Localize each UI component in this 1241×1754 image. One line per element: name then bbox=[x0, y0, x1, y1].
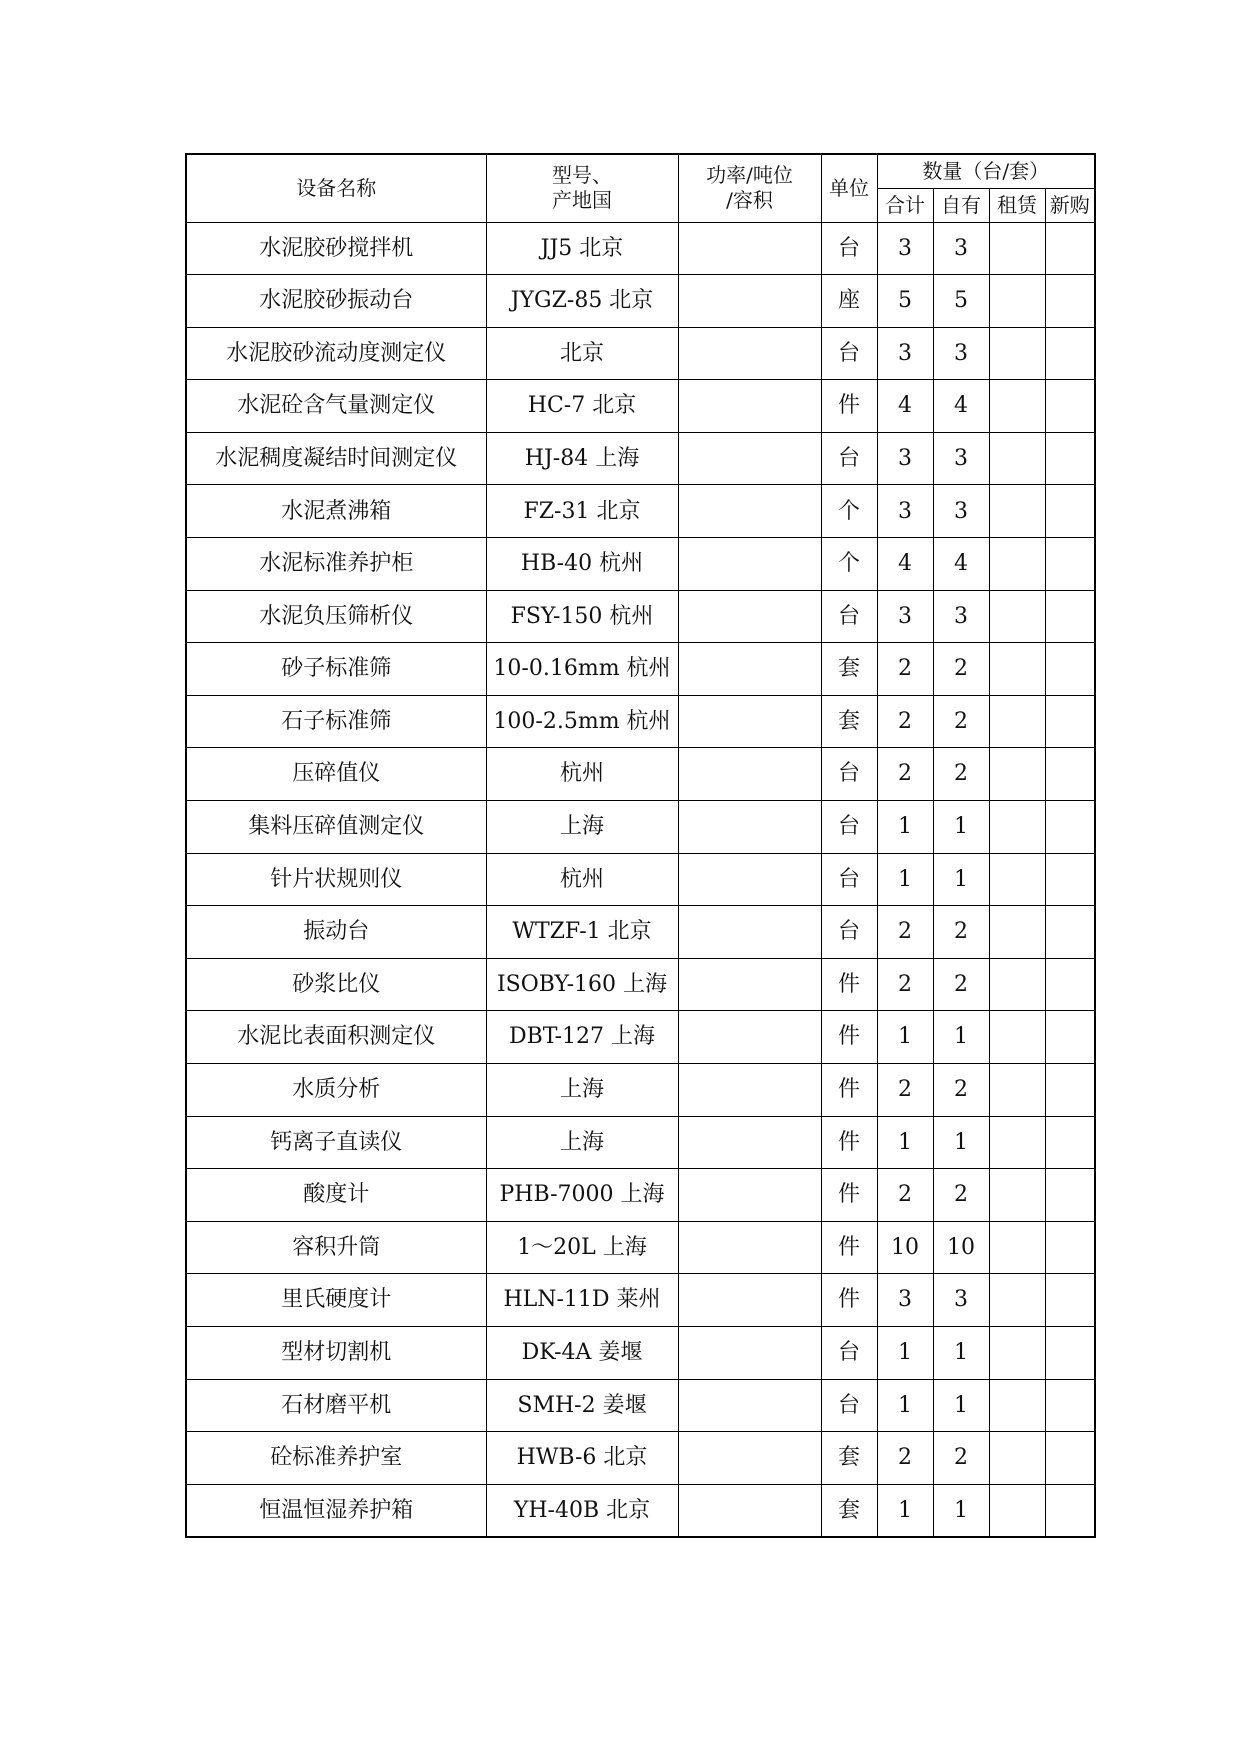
cell-name: 型材切割机 bbox=[186, 1326, 486, 1379]
cell-total: 1 bbox=[877, 1011, 933, 1064]
cell-leased bbox=[989, 380, 1045, 433]
cell-power bbox=[678, 222, 821, 275]
cell-power bbox=[678, 1432, 821, 1485]
table-row bbox=[186, 1116, 1095, 1169]
cell-power bbox=[678, 327, 821, 380]
table-row bbox=[186, 695, 1095, 748]
cell-total: 2 bbox=[877, 1432, 933, 1485]
cell-unit: 座 bbox=[821, 275, 877, 328]
cell-owned: 3 bbox=[933, 432, 989, 485]
cell-total: 1 bbox=[877, 1326, 933, 1379]
table-row bbox=[186, 958, 1095, 1011]
cell-leased bbox=[989, 643, 1045, 696]
cell-name: 容积升筒 bbox=[186, 1221, 486, 1274]
cell-name: 砂浆比仪 bbox=[186, 958, 486, 1011]
table-row bbox=[186, 801, 1095, 854]
cell-owned: 10 bbox=[933, 1221, 989, 1274]
cell-model: JYGZ-85 北京 bbox=[486, 275, 678, 328]
cell-new bbox=[1045, 643, 1095, 696]
header-equipment-name: 设备名称 bbox=[186, 154, 486, 222]
cell-model: HWB-6 北京 bbox=[486, 1432, 678, 1485]
cell-new bbox=[1045, 485, 1095, 538]
cell-model: FZ-31 北京 bbox=[486, 485, 678, 538]
cell-name: 石子标准筛 bbox=[186, 695, 486, 748]
cell-total: 3 bbox=[877, 485, 933, 538]
cell-unit: 台 bbox=[821, 590, 877, 643]
cell-total: 1 bbox=[877, 853, 933, 906]
cell-model: 上海 bbox=[486, 1064, 678, 1117]
cell-unit: 台 bbox=[821, 432, 877, 485]
cell-new bbox=[1045, 275, 1095, 328]
cell-leased bbox=[989, 1116, 1045, 1169]
cell-new bbox=[1045, 1221, 1095, 1274]
cell-power bbox=[678, 748, 821, 801]
cell-name: 砼标准养护室 bbox=[186, 1432, 486, 1485]
cell-model: 杭州 bbox=[486, 853, 678, 906]
cell-leased bbox=[989, 958, 1045, 1011]
cell-unit: 件 bbox=[821, 1221, 877, 1274]
cell-model: 北京 bbox=[486, 327, 678, 380]
table-row bbox=[186, 327, 1095, 380]
cell-new bbox=[1045, 590, 1095, 643]
cell-owned: 1 bbox=[933, 1484, 989, 1537]
header-power-line2: /容积 bbox=[726, 188, 773, 213]
cell-total: 2 bbox=[877, 958, 933, 1011]
cell-owned: 3 bbox=[933, 327, 989, 380]
cell-leased bbox=[989, 906, 1045, 959]
cell-power bbox=[678, 485, 821, 538]
cell-power bbox=[678, 1221, 821, 1274]
cell-new bbox=[1045, 1274, 1095, 1327]
cell-owned: 2 bbox=[933, 643, 989, 696]
cell-leased bbox=[989, 222, 1045, 275]
table-row bbox=[186, 485, 1095, 538]
cell-owned: 2 bbox=[933, 1432, 989, 1485]
cell-total: 2 bbox=[877, 1169, 933, 1222]
cell-model: FSY-150 杭州 bbox=[486, 590, 678, 643]
cell-unit: 件 bbox=[821, 1169, 877, 1222]
cell-owned: 2 bbox=[933, 695, 989, 748]
table-row bbox=[186, 1274, 1095, 1327]
cell-model: 1～20L 上海 bbox=[486, 1221, 678, 1274]
cell-owned: 3 bbox=[933, 485, 989, 538]
cell-power bbox=[678, 1169, 821, 1222]
cell-power bbox=[678, 1064, 821, 1117]
cell-total: 4 bbox=[877, 538, 933, 591]
cell-model: WTZF-1 北京 bbox=[486, 906, 678, 959]
cell-name: 水泥比表面积测定仪 bbox=[186, 1011, 486, 1064]
cell-model: DBT-127 上海 bbox=[486, 1011, 678, 1064]
cell-owned: 1 bbox=[933, 853, 989, 906]
cell-name: 压碎值仪 bbox=[186, 748, 486, 801]
cell-model: 上海 bbox=[486, 1116, 678, 1169]
cell-leased bbox=[989, 1221, 1045, 1274]
cell-total: 1 bbox=[877, 801, 933, 854]
cell-model: 上海 bbox=[486, 801, 678, 854]
cell-owned: 1 bbox=[933, 801, 989, 854]
cell-name: 水质分析 bbox=[186, 1064, 486, 1117]
cell-model: ISOBY-160 上海 bbox=[486, 958, 678, 1011]
table-row bbox=[186, 1011, 1095, 1064]
cell-new bbox=[1045, 327, 1095, 380]
cell-total: 5 bbox=[877, 275, 933, 328]
cell-new bbox=[1045, 1326, 1095, 1379]
cell-leased bbox=[989, 1484, 1045, 1537]
header-power-line1: 功率/吨位 bbox=[706, 163, 793, 188]
table-row bbox=[186, 1484, 1095, 1537]
cell-owned: 5 bbox=[933, 275, 989, 328]
header-new: 新购 bbox=[1045, 188, 1095, 222]
cell-unit: 件 bbox=[821, 1116, 877, 1169]
cell-leased bbox=[989, 1011, 1045, 1064]
cell-owned: 4 bbox=[933, 380, 989, 433]
cell-leased bbox=[989, 1326, 1045, 1379]
cell-unit: 套 bbox=[821, 1432, 877, 1485]
cell-new bbox=[1045, 1116, 1095, 1169]
cell-power bbox=[678, 853, 821, 906]
cell-new bbox=[1045, 801, 1095, 854]
cell-model: HB-40 杭州 bbox=[486, 538, 678, 591]
cell-leased bbox=[989, 853, 1045, 906]
cell-unit: 套 bbox=[821, 643, 877, 696]
cell-unit: 件 bbox=[821, 1064, 877, 1117]
cell-unit: 台 bbox=[821, 853, 877, 906]
cell-leased bbox=[989, 1432, 1045, 1485]
cell-model: HC-7 北京 bbox=[486, 380, 678, 433]
table-row bbox=[186, 748, 1095, 801]
cell-power bbox=[678, 432, 821, 485]
cell-model: PHB-7000 上海 bbox=[486, 1169, 678, 1222]
cell-name: 水泥胶砂振动台 bbox=[186, 275, 486, 328]
cell-owned: 1 bbox=[933, 1011, 989, 1064]
cell-name: 振动台 bbox=[186, 906, 486, 959]
cell-power bbox=[678, 801, 821, 854]
cell-model: HLN-11D 莱州 bbox=[486, 1274, 678, 1327]
cell-owned: 2 bbox=[933, 906, 989, 959]
cell-name: 水泥胶砂流动度测定仪 bbox=[186, 327, 486, 380]
cell-new bbox=[1045, 222, 1095, 275]
cell-unit: 台 bbox=[821, 906, 877, 959]
cell-total: 3 bbox=[877, 222, 933, 275]
cell-new bbox=[1045, 432, 1095, 485]
cell-power bbox=[678, 1274, 821, 1327]
cell-total: 1 bbox=[877, 1379, 933, 1432]
cell-name: 钙离子直读仪 bbox=[186, 1116, 486, 1169]
table-row bbox=[186, 906, 1095, 959]
cell-total: 3 bbox=[877, 590, 933, 643]
table-row bbox=[186, 1221, 1095, 1274]
cell-owned: 3 bbox=[933, 590, 989, 643]
table-row bbox=[186, 538, 1095, 591]
cell-model: HJ-84 上海 bbox=[486, 432, 678, 485]
cell-unit: 个 bbox=[821, 485, 877, 538]
cell-owned: 2 bbox=[933, 1169, 989, 1222]
cell-new bbox=[1045, 1011, 1095, 1064]
header-owned: 自有 bbox=[933, 188, 989, 222]
cell-name: 水泥煮沸箱 bbox=[186, 485, 486, 538]
header-model-line2: 产地国 bbox=[552, 188, 612, 213]
cell-owned: 4 bbox=[933, 538, 989, 591]
table-row bbox=[186, 1064, 1095, 1117]
cell-leased bbox=[989, 327, 1045, 380]
cell-name: 砂子标准筛 bbox=[186, 643, 486, 696]
cell-unit: 台 bbox=[821, 327, 877, 380]
cell-name: 石材磨平机 bbox=[186, 1379, 486, 1432]
cell-name: 酸度计 bbox=[186, 1169, 486, 1222]
header-total: 合计 bbox=[877, 188, 933, 222]
cell-power bbox=[678, 643, 821, 696]
cell-total: 3 bbox=[877, 327, 933, 380]
cell-new bbox=[1045, 1169, 1095, 1222]
cell-power bbox=[678, 380, 821, 433]
cell-power bbox=[678, 1379, 821, 1432]
cell-name: 恒温恒湿养护箱 bbox=[186, 1484, 486, 1537]
cell-name: 里氏硬度计 bbox=[186, 1274, 486, 1327]
header-model-origin bbox=[486, 154, 678, 222]
header-leased: 租赁 bbox=[989, 188, 1045, 222]
cell-total: 2 bbox=[877, 748, 933, 801]
cell-total: 2 bbox=[877, 643, 933, 696]
cell-owned: 1 bbox=[933, 1326, 989, 1379]
cell-power bbox=[678, 1326, 821, 1379]
cell-power bbox=[678, 538, 821, 591]
cell-new bbox=[1045, 1432, 1095, 1485]
cell-owned: 2 bbox=[933, 958, 989, 1011]
equipment-table bbox=[185, 153, 1096, 1538]
cell-new bbox=[1045, 1379, 1095, 1432]
table-row bbox=[186, 222, 1095, 275]
table-row bbox=[186, 643, 1095, 696]
cell-leased bbox=[989, 1064, 1045, 1117]
cell-power bbox=[678, 958, 821, 1011]
cell-unit: 台 bbox=[821, 801, 877, 854]
cell-leased bbox=[989, 1169, 1045, 1222]
table-row bbox=[186, 432, 1095, 485]
cell-unit: 件 bbox=[821, 380, 877, 433]
cell-unit: 台 bbox=[821, 1326, 877, 1379]
table-row bbox=[186, 1432, 1095, 1485]
table-row bbox=[186, 1326, 1095, 1379]
cell-leased bbox=[989, 748, 1045, 801]
cell-unit: 件 bbox=[821, 958, 877, 1011]
cell-power bbox=[678, 1484, 821, 1537]
table-row bbox=[186, 853, 1095, 906]
cell-leased bbox=[989, 1274, 1045, 1327]
cell-unit: 套 bbox=[821, 695, 877, 748]
cell-model: YH-40B 北京 bbox=[486, 1484, 678, 1537]
cell-owned: 1 bbox=[933, 1116, 989, 1169]
cell-new bbox=[1045, 1484, 1095, 1537]
cell-new bbox=[1045, 538, 1095, 591]
cell-unit: 台 bbox=[821, 1379, 877, 1432]
header-quantity: 数量（台/套） bbox=[877, 154, 1095, 188]
cell-unit: 件 bbox=[821, 1274, 877, 1327]
cell-new bbox=[1045, 853, 1095, 906]
table-body bbox=[186, 222, 1095, 1537]
cell-model: 杭州 bbox=[486, 748, 678, 801]
cell-owned: 1 bbox=[933, 1379, 989, 1432]
cell-model: 100-2.5mm 杭州 bbox=[486, 695, 678, 748]
cell-name: 水泥稠度凝结时间测定仪 bbox=[186, 432, 486, 485]
cell-name: 水泥标准养护柜 bbox=[186, 538, 486, 591]
cell-name: 针片状规则仪 bbox=[186, 853, 486, 906]
cell-power bbox=[678, 1116, 821, 1169]
table-row bbox=[186, 380, 1095, 433]
cell-leased bbox=[989, 1379, 1045, 1432]
cell-owned: 3 bbox=[933, 222, 989, 275]
cell-unit: 台 bbox=[821, 222, 877, 275]
cell-new bbox=[1045, 695, 1095, 748]
cell-leased bbox=[989, 275, 1045, 328]
table-row bbox=[186, 590, 1095, 643]
cell-power bbox=[678, 695, 821, 748]
cell-total: 2 bbox=[877, 1064, 933, 1117]
cell-owned: 3 bbox=[933, 1274, 989, 1327]
cell-owned: 2 bbox=[933, 748, 989, 801]
cell-total: 2 bbox=[877, 695, 933, 748]
cell-power bbox=[678, 590, 821, 643]
cell-power bbox=[678, 1011, 821, 1064]
cell-leased bbox=[989, 538, 1045, 591]
cell-total: 1 bbox=[877, 1484, 933, 1537]
cell-power bbox=[678, 275, 821, 328]
cell-new bbox=[1045, 958, 1095, 1011]
cell-total: 4 bbox=[877, 380, 933, 433]
cell-leased bbox=[989, 801, 1045, 854]
cell-name: 水泥负压筛析仪 bbox=[186, 590, 486, 643]
cell-new bbox=[1045, 380, 1095, 433]
cell-total: 3 bbox=[877, 1274, 933, 1327]
cell-unit: 台 bbox=[821, 748, 877, 801]
table-row bbox=[186, 1379, 1095, 1432]
header-model-line1: 型号、 bbox=[552, 163, 612, 188]
table-header bbox=[186, 154, 1095, 222]
cell-model: SMH-2 姜堰 bbox=[486, 1379, 678, 1432]
table-row bbox=[186, 1169, 1095, 1222]
cell-leased bbox=[989, 695, 1045, 748]
cell-total: 10 bbox=[877, 1221, 933, 1274]
header-unit: 单位 bbox=[821, 154, 877, 222]
cell-unit: 件 bbox=[821, 1011, 877, 1064]
cell-unit: 个 bbox=[821, 538, 877, 591]
cell-new bbox=[1045, 906, 1095, 959]
cell-leased bbox=[989, 485, 1045, 538]
cell-name: 集料压碎值测定仪 bbox=[186, 801, 486, 854]
cell-owned: 2 bbox=[933, 1064, 989, 1117]
cell-name: 水泥胶砂搅拌机 bbox=[186, 222, 486, 275]
cell-total: 1 bbox=[877, 1116, 933, 1169]
cell-leased bbox=[989, 432, 1045, 485]
table-row bbox=[186, 275, 1095, 328]
cell-model: 10-0.16mm 杭州 bbox=[486, 643, 678, 696]
cell-total: 3 bbox=[877, 432, 933, 485]
cell-new bbox=[1045, 1064, 1095, 1117]
cell-new bbox=[1045, 748, 1095, 801]
header-power-capacity bbox=[678, 154, 821, 222]
cell-name: 水泥砼含气量测定仪 bbox=[186, 380, 486, 433]
cell-leased bbox=[989, 590, 1045, 643]
cell-model: JJ5 北京 bbox=[486, 222, 678, 275]
cell-model: DK-4A 姜堰 bbox=[486, 1326, 678, 1379]
cell-unit: 套 bbox=[821, 1484, 877, 1537]
cell-power bbox=[678, 906, 821, 959]
cell-total: 2 bbox=[877, 906, 933, 959]
